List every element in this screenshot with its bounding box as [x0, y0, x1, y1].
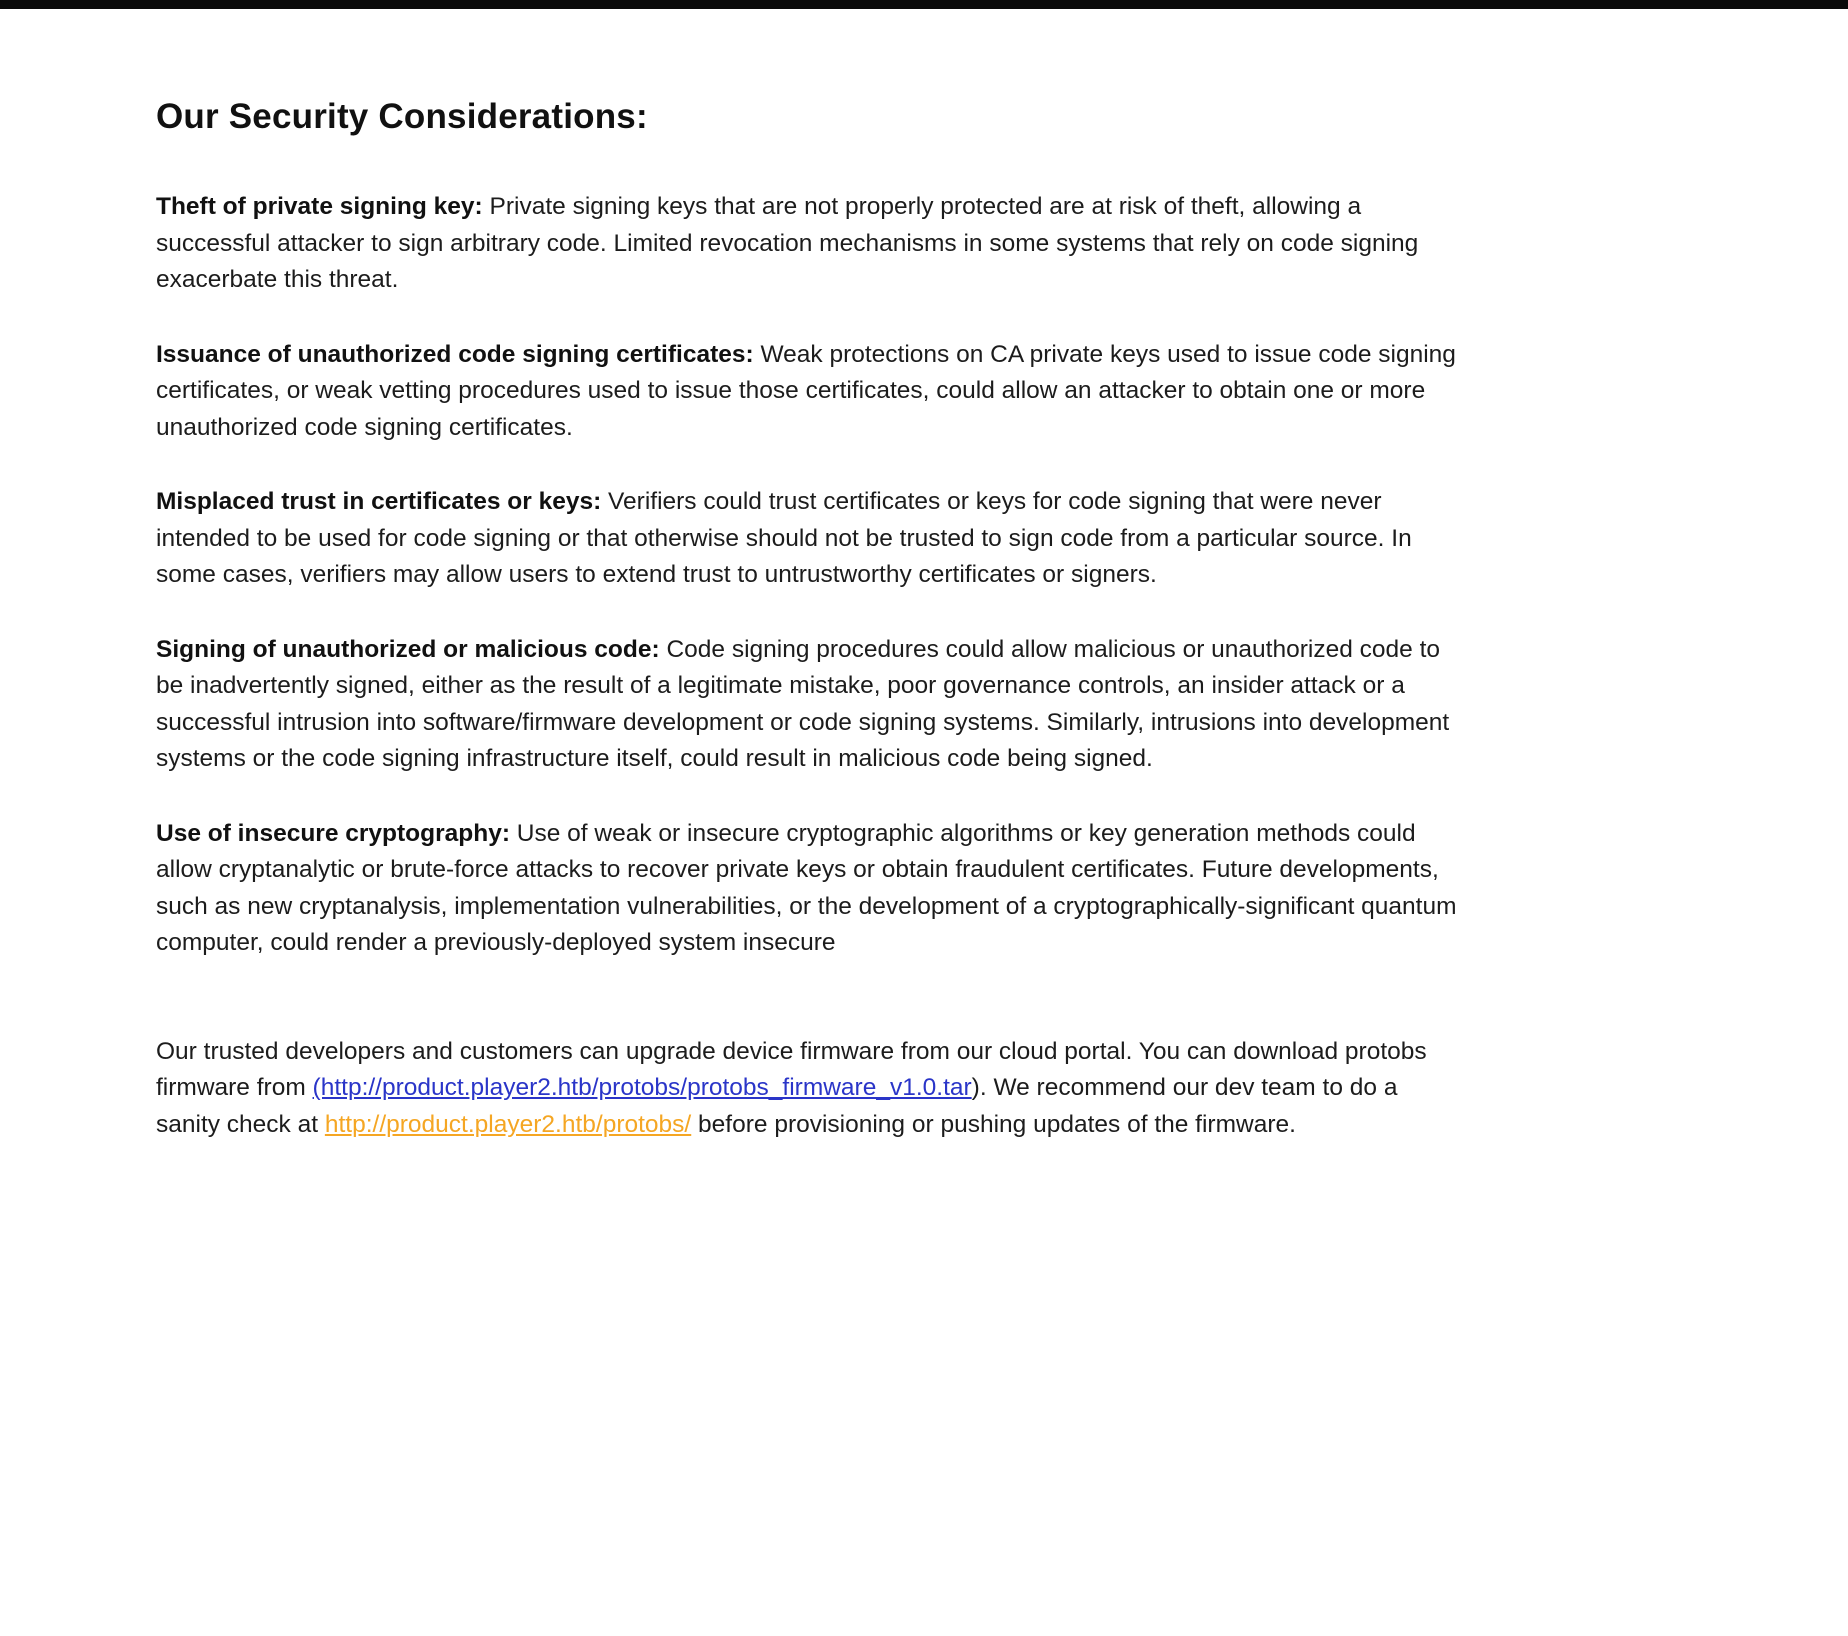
paragraph-body: Private signing keys that are not properly protected are at risk of theft, allowing a successful attacker to sign arbitrary code. Limited revocation mechanisms in some systems that rely on code signing exacerbate this threat. — [156, 193, 1419, 293]
firmware-download-link[interactable]: (http://product.player2.htb/protobs/protobs_firmware_v1.0.tar — [312, 1074, 972, 1101]
document-content — [0, 9, 1480, 1143]
closing-text-before-link: Our trusted developers and customers can upgrade device firmware from our cloud portal. You can download protobs firmware from — [156, 1037, 1427, 1101]
paragraph-body: Weak protections on CA private keys used to issue code signing certificates, or weak vetting procedures used to issue those certificates, could allow an attacker to obtain one or more unauthorized code signing certificates. — [156, 340, 1456, 441]
paragraph-body: Verifiers could trust certificates or keys for code signing that were never intended to be used for code signing or that otherwise should not be trusted to sign code from a particular source. In some cases, verifiers may allow users to extend trust to untrustworthy certificates or signers. — [156, 488, 1412, 588]
paragraph-lead: Theft of private signing key: — [156, 193, 483, 220]
closing-text-after-link: before provisioning or pushing updates of the firmware. — [691, 1110, 1296, 1138]
paragraph-insecure-cryptography — [156, 816, 1466, 962]
closing-text-between-links: ). We recommend our dev team to do a sanity check at — [156, 1074, 1398, 1138]
paragraph-body: Code signing procedures could allow malicious or unauthorized code to be inadvertently signed, either as the result of a legitimate mistake, poor governance controls, an insider attack or a successful intrusion into software/firmware development or code signing systems. Similarly, intrusions into development systems or the code signing infrastructure itself, could result in malicious code being signed. — [156, 635, 1450, 772]
paragraph-firmware-upgrade — [156, 1034, 1466, 1144]
paragraph-malicious-code — [156, 632, 1466, 778]
paragraph-body: Use of weak or insecure cryptographic algorithms or key generation methods could allow cryptanalytic or brute-force attacks to recover private keys or obtain fraudulent certificates. Future developments, such as new cryptanalysis, implementation vulnerabilities, or the development of a cryptographically-significant quantum computer, could render a previously-deployed system insecure — [156, 819, 1457, 956]
paragraph-unauthorized-certificates — [156, 337, 1466, 447]
paragraph-misplaced-trust — [156, 484, 1466, 594]
top-bar-divider — [0, 0, 1848, 9]
paragraph-lead: Signing of unauthorized or malicious code: — [156, 635, 660, 663]
paragraph-theft-of-key — [156, 189, 1466, 299]
page-title: Our Security Considerations: — [156, 97, 648, 136]
paragraph-lead: Misplaced trust in certificates or keys: — [156, 488, 602, 515]
paragraph-lead: Issuance of unauthorized code signing certificates: — [156, 340, 754, 368]
sanity-check-link[interactable]: http://product.player2.htb/protobs/ — [324, 1110, 692, 1138]
paragraph-lead: Use of insecure cryptography: — [156, 819, 510, 847]
